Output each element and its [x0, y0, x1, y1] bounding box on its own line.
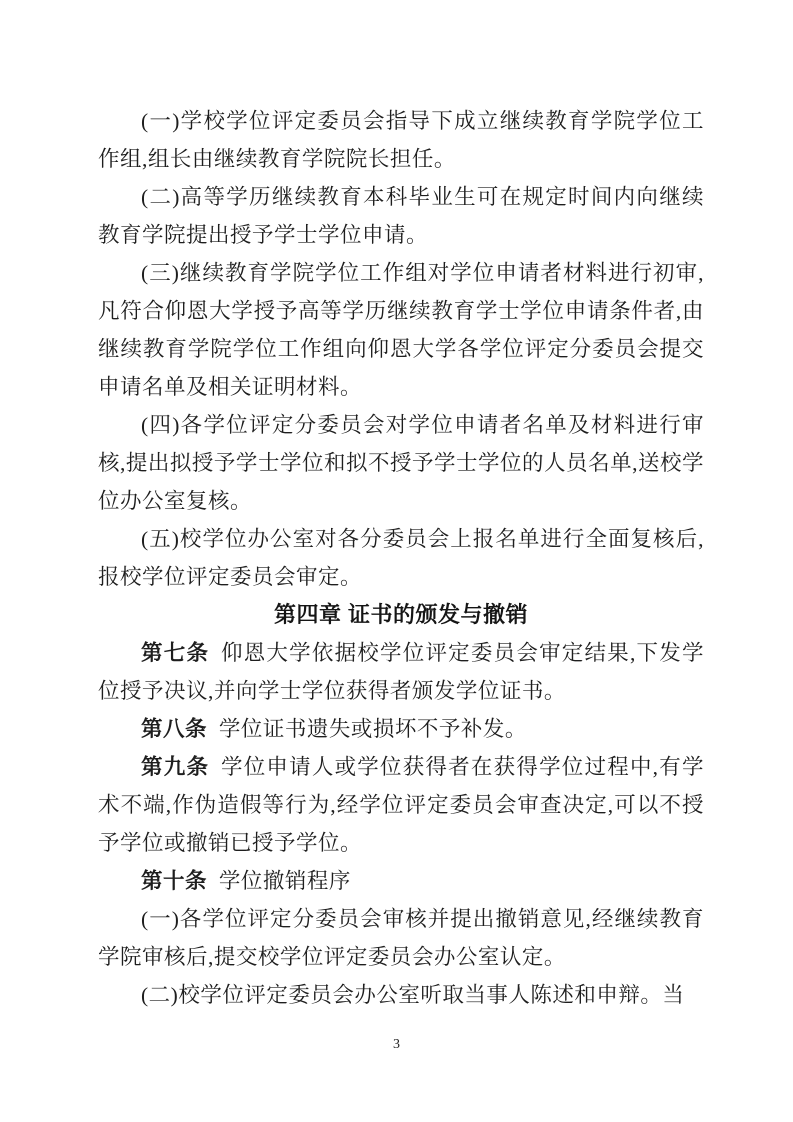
- list-item-3: (三)继续教育学院学位工作组对学位申请者材料进行初审,凡符合仰恩大学授予高等学历继续教育学士学位申请条件者,由继续教育学院学位工作组向仰恩大学各学位评定分委员会提交申请名单及相关证明材料。: [98, 261, 704, 399]
- article-paragraph-10: [98, 862, 704, 900]
- article-paragraph-7: [98, 634, 704, 710]
- list-item-1: (一)学校学位评定委员会指导下成立继续教育学院学位工作组,组长由继续教育学院院长担任。: [98, 109, 704, 171]
- page-number: 3: [393, 1037, 400, 1052]
- article-paragraph-9: [98, 748, 704, 862]
- chapter-heading: 第四章 证书的颁发与撤销: [273, 602, 529, 627]
- article-number: 第十条: [141, 869, 208, 893]
- article-number: 第七条: [141, 641, 210, 665]
- article-text: 仰恩大学依据校学位评定委员会审定结果,下发学位授予决议,并向学士学位获得者颁发学位证书。: [98, 641, 704, 703]
- article-number: 第八条: [141, 717, 208, 741]
- list-item-after-2: (二)校学位评定委员会办公室听取当事人陈述和申辩。当: [141, 983, 685, 1007]
- list-item-4: (四)各学位评定分委员会对学位申请者名单及材料进行审核,提出拟授予学士学位和拟不授予学士学位的人员名单,送校学位办公室复核。: [98, 413, 704, 513]
- list-item-5: (五)校学位办公室对各分委员会上报名单进行全面复核后,报校学位评定委员会审定。: [98, 527, 704, 589]
- article-text: 学位证书遗失或损坏不予补发。: [218, 717, 527, 741]
- article-paragraph-8: [98, 710, 704, 748]
- list-item-2: (二)高等学历继续教育本科毕业生可在规定时间内向继续教育学院提出授予学士学位申请。: [98, 185, 704, 247]
- article-text: 学位申请人或学位获得者在获得学位过程中,有学术不端,作伪造假等行为,经学位评定委员会审查决定,可以不授予学位或撤销已授予学位。: [98, 755, 704, 855]
- document-body: [98, 102, 704, 1014]
- article-text: 学位撤销程序: [218, 869, 351, 893]
- article-number: 第九条: [141, 755, 210, 779]
- list-item-after-1: (一)各学位评定分委员会审核并提出撤销意见,经继续教育学院审核后,提交校学位评定委员会办公室认定。: [98, 907, 704, 969]
